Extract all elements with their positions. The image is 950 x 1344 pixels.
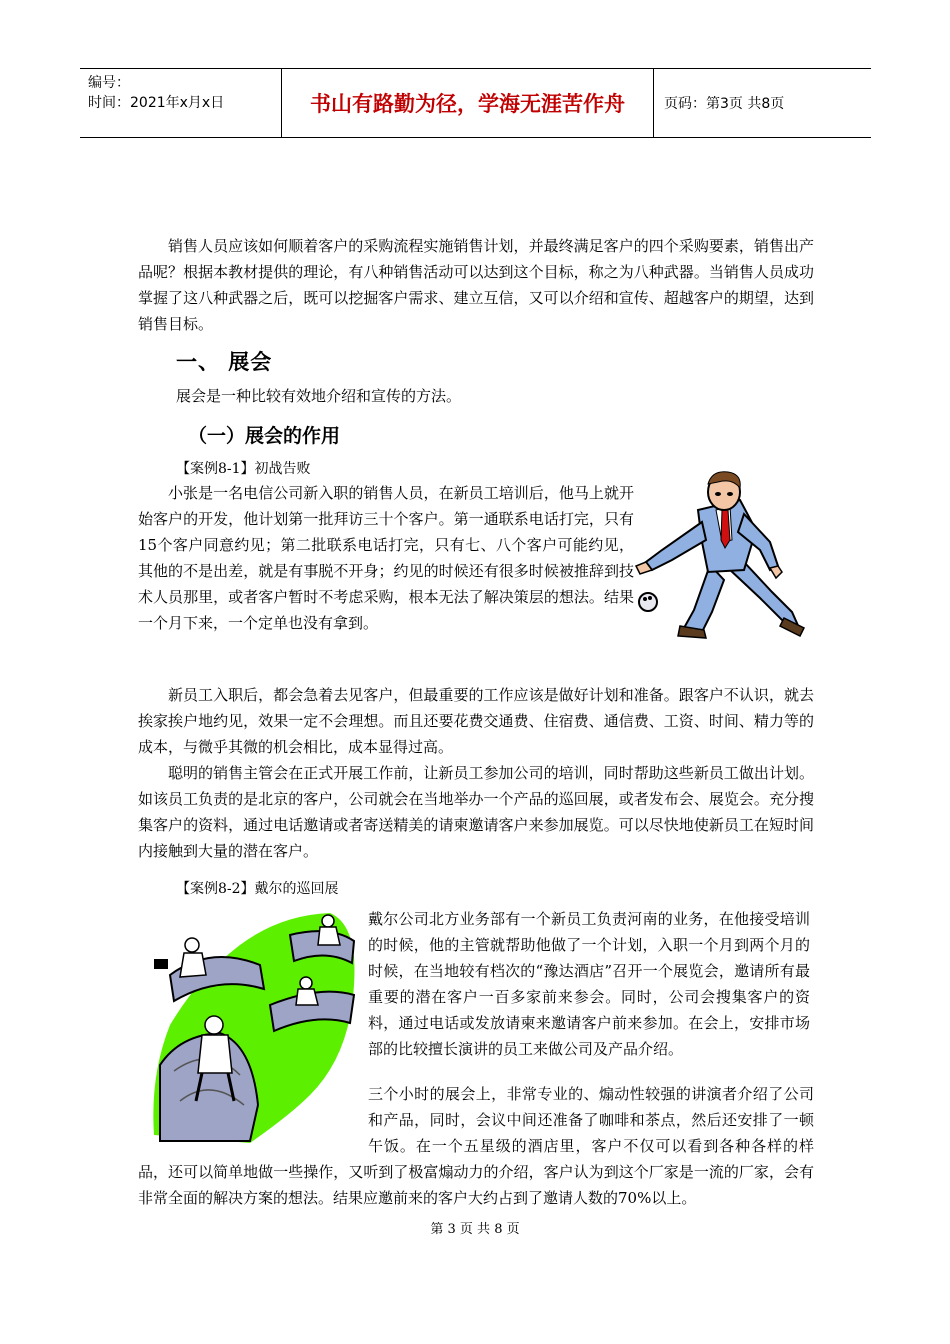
header-motto: 书山有路勤为径，学海无涯苦作舟 [282, 69, 654, 137]
analysis-paragraph-1: 新员工入职后，都会急着去见客户，但最重要的工作应该是做好计划和准备。跟客户不认识，就去挨家挨户地约见，效果一定不会理想。而且还要花费交通费、住宿费、通信费、工资、时间、精力等的成本，与微乎其微的机会相比，成本显得过高。 [138, 686, 814, 756]
page-footer: 第 3 页 共 8 页 [430, 1222, 520, 1237]
header-meta [80, 69, 282, 137]
header-page-info: 页码：第3页 共8页 [664, 96, 785, 112]
subsection-heading: （一）展会的作用 [188, 425, 341, 447]
salesman-bowling-illustration [632, 470, 812, 645]
case1-body: 小张是一名电信公司新入职的销售人员，在新员工培训后，他马上就开始客户的开发，他计划第一批拜访三十个客户。第一通联系电话打完，只有15个客户同意约见；第二批联系电话打完，只有七、八个客户可能约见，其他的不是出差，就是有事脱不开身；约见的时候还有很多时候被推辞到技术人员那里，或者客户暂时不考虑采购，根本无法了解决策层的想法。结果一个月下来，一个定单也没有拿到。 [138, 484, 634, 632]
intro-paragraph: 销售人员应该如何顺着客户的采购流程实施销售计划，并最终满足客户的四个采购要素，销售出产品呢？根据本教材提供的理论，有八种销售活动可以达到这个目标，称之为八种武器。当销售人员成功掌握了这八种武器之后，既可以挖掘客户需求、建立互信，又可以介绍和宣传、超越客户的期望，达到销售目标。 [138, 237, 814, 333]
section-heading: 一、 展会 [176, 350, 273, 374]
page-header [80, 68, 871, 138]
analysis-paragraph-2: 聪明的销售主管会在正式开展工作前，让新员工参加公司的培训，同时帮助这些新员工做出计划。如该员工负责的是北京的客户，公司就会在当地举办一个产品的巡回展，或者发布会、展览会。充分搜集客户的资料，通过电话邀请或者寄送精美的请柬邀请客户来参加展览。可以尽快地使新员工在短时间内接触到大量的潜在客户。 [138, 764, 814, 860]
case1-title: 【案例8-1】初战告败 [176, 461, 311, 477]
case2-title: 【案例8-2】戴尔的巡回展 [176, 881, 339, 897]
intro-block [138, 233, 814, 337]
case1-text-block [138, 480, 634, 636]
section-description: 展会是一种比较有效地介绍和宣传的方法。 [176, 387, 462, 405]
illustration-float-spacer [138, 1081, 368, 1156]
analysis-block [138, 682, 814, 864]
case2-body-part2: 三个小时的展会上，非常专业的、煽动性较强的讲演者介绍了公司和产品，同时，会议中间还准备了咖啡和茶点，然后还安排了一顿午饭。在一个五星级的酒店里，客户不仅可以看到各种各样的样品，还可以简单地做一些操作，又听到了极富煽动力的介绍，客户认为到这个厂家是一流的厂家，会有非常全面的解决方案的想法。结果应邀前来的客户大约占到了邀请人数的70%以上。 [138, 1085, 814, 1207]
header-date: 时间：2021年x月x日 [88, 95, 225, 111]
header-code: 编号： [88, 75, 130, 91]
case2-text-part1 [368, 906, 810, 1062]
case2-text-part2-top [138, 1081, 814, 1211]
case2-body-part1: 戴尔公司北方业务部有一个新员工负责河南的业务，在他接受培训的时候，他的主管就帮助他做了一个计划，入职一个月到两个月的时候，在当地较有档次的“豫达酒店”召开一个展览会，邀请所有最重要的潜在客户一百多家前来参会。同时，公司会搜集客户的资料，通过电话或发放请柬来邀请客户前来参加。在会上，安排市场部的比较擅长演讲的员工来做公司及产品介绍。 [368, 910, 810, 1058]
